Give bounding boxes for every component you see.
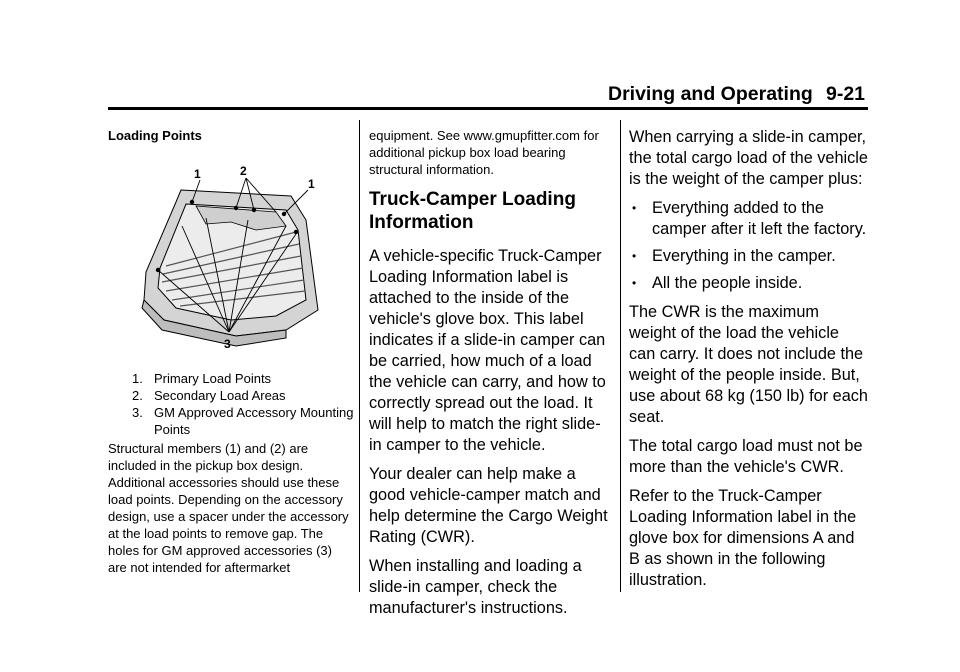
page-number: 9-21 [826,83,866,105]
callout-3: 3 [224,337,231,351]
legend-text: GM Approved Accessory Mounting Points [154,405,354,437]
column-3 [629,127,869,599]
section-title: Driving and Operating [608,83,813,105]
bullet-list [629,198,869,294]
body-paragraph: Refer to the Truck-Camper Loading Information label in the glove box for dimensions A and B as shown in the following illustration. [629,487,857,589]
body-paragraph: The CWR is the maximum weight of the load the vehicle can carry. It does not include the weight of the people inside. But, use about 68 kg (150 lb) for each seat. [629,303,868,426]
loading-points-heading: Loading Points [108,128,202,143]
truck-camper-heading: Truck-Camper Loading Information [369,189,576,233]
bullet-icon: • [632,249,637,263]
callout-1-right: 1 [308,177,315,191]
column-1 [108,127,353,144]
legend-number: 3. [132,405,143,420]
list-item [629,273,869,294]
legend-item [132,404,357,438]
column-divider [620,120,621,592]
header-rule [108,107,868,110]
list-item-text: Everything in the camper. [652,247,836,265]
pickup-box-illustration [136,160,336,356]
callout-2: 2 [240,164,247,178]
continuation-text: equipment. See www.gmupfitter.com for additional pickup box load bearing structural information. [369,128,599,177]
callout-1-left: 1 [194,167,201,181]
bullet-icon: • [632,276,637,290]
body-paragraph: Your dealer can help make a good vehicle-camper match and help determine the Cargo Weight Rating (CWR). [369,465,608,546]
column-1-body [108,440,353,576]
legend-text: Primary Load Points [154,371,272,386]
bullet-icon: • [632,201,637,215]
legend-number: 2. [132,388,143,403]
list-item [629,198,869,240]
intro-paragraph: When carrying a slide-in camper, the total cargo load of the vehicle is the weight of the camper plus: [629,128,868,188]
list-item [629,246,869,267]
list-item-text: Everything added to the camper after it left the factory. [652,199,867,238]
legend-item [132,370,357,387]
legend-item [132,387,357,404]
column-2 [369,127,609,627]
figure-legend [132,370,357,438]
body-paragraph: The total cargo load must not be more than the vehicle's CWR. [629,437,863,476]
body-paragraph: A vehicle-specific Truck-Camper Loading Information label is attached to the inside of the vehicle's glove box. This label indicates if a slide-in camper can be carried, how much of a load the vehicle can carry, and how to correctly spread out the load. It will help to match the right slide-in camper to the vehicle. [369,247,606,454]
list-item-text: All the people inside. [652,274,803,292]
legend-number: 1. [132,371,143,386]
legend-text: Secondary Load Areas [154,388,286,403]
body-paragraph: Structural members (1) and (2) are included in the pickup box design. Additional accessories should use these load points. Depending on the accessory design, use a spacer under the accessory at the load points to remove gap. The holes for GM approved accessories (3) are not intended for aftermarket [108,441,349,575]
column-divider [359,120,360,592]
body-paragraph: When installing and loading a slide-in camper, check the manufacturer's instructions. [369,557,582,617]
